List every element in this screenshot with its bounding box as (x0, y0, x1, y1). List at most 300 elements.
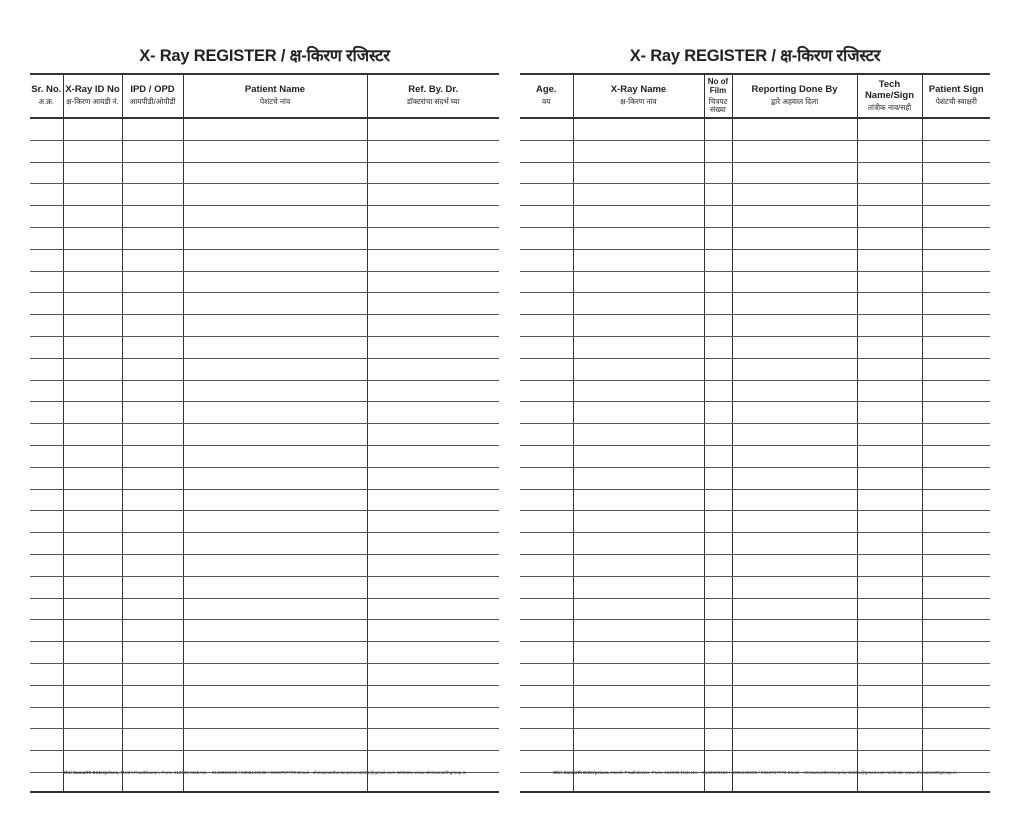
register-cell[interactable] (367, 315, 499, 337)
register-cell[interactable] (122, 380, 183, 402)
register-cell[interactable] (732, 772, 857, 792)
register-cell[interactable] (573, 598, 704, 620)
register-cell[interactable] (857, 554, 922, 576)
register-cell[interactable] (573, 184, 704, 206)
register-cell[interactable] (732, 271, 857, 293)
register-cell[interactable] (183, 402, 367, 424)
register-cell[interactable] (922, 533, 990, 555)
register-cell[interactable] (732, 576, 857, 598)
register-cell[interactable] (183, 315, 367, 337)
register-cell[interactable] (122, 118, 183, 140)
register-cell[interactable] (922, 271, 990, 293)
register-cell[interactable] (704, 642, 732, 664)
register-cell[interactable] (704, 511, 732, 533)
register-cell[interactable] (30, 620, 63, 642)
register-cell[interactable] (922, 358, 990, 380)
register-cell[interactable] (857, 140, 922, 162)
register-cell[interactable] (122, 467, 183, 489)
register-cell[interactable] (922, 642, 990, 664)
register-cell[interactable] (857, 184, 922, 206)
register-cell[interactable] (704, 358, 732, 380)
register-cell[interactable] (183, 227, 367, 249)
register-cell[interactable] (183, 707, 367, 729)
register-cell[interactable] (922, 118, 990, 140)
register-cell[interactable] (367, 424, 499, 446)
register-cell[interactable] (122, 227, 183, 249)
register-cell[interactable] (573, 140, 704, 162)
register-cell[interactable] (704, 140, 732, 162)
register-cell[interactable] (573, 663, 704, 685)
register-cell[interactable] (573, 576, 704, 598)
register-cell[interactable] (30, 576, 63, 598)
register-cell[interactable] (63, 554, 122, 576)
register-cell[interactable] (573, 162, 704, 184)
register-cell[interactable] (122, 554, 183, 576)
register-cell[interactable] (573, 707, 704, 729)
register-cell[interactable] (122, 249, 183, 271)
register-cell[interactable] (30, 380, 63, 402)
register-cell[interactable] (183, 140, 367, 162)
register-cell[interactable] (30, 184, 63, 206)
register-cell[interactable] (520, 118, 573, 140)
register-cell[interactable] (367, 467, 499, 489)
register-cell[interactable] (573, 445, 704, 467)
register-cell[interactable] (520, 184, 573, 206)
register-cell[interactable] (857, 380, 922, 402)
register-cell[interactable] (520, 772, 573, 792)
register-cell[interactable] (922, 445, 990, 467)
register-cell[interactable] (367, 707, 499, 729)
register-cell[interactable] (520, 162, 573, 184)
register-cell[interactable] (520, 293, 573, 315)
register-cell[interactable] (367, 249, 499, 271)
register-cell[interactable] (367, 293, 499, 315)
register-cell[interactable] (183, 598, 367, 620)
register-cell[interactable] (857, 249, 922, 271)
register-cell[interactable] (573, 293, 704, 315)
register-cell[interactable] (183, 772, 367, 792)
register-cell[interactable] (573, 467, 704, 489)
register-cell[interactable] (573, 336, 704, 358)
register-cell[interactable] (704, 118, 732, 140)
register-cell[interactable] (30, 772, 63, 792)
register-cell[interactable] (857, 685, 922, 707)
register-cell[interactable] (573, 402, 704, 424)
register-cell[interactable] (704, 293, 732, 315)
register-cell[interactable] (520, 227, 573, 249)
register-cell[interactable] (732, 642, 857, 664)
register-cell[interactable] (704, 489, 732, 511)
register-cell[interactable] (122, 271, 183, 293)
register-cell[interactable] (922, 227, 990, 249)
register-cell[interactable] (63, 598, 122, 620)
register-cell[interactable] (857, 663, 922, 685)
register-cell[interactable] (857, 642, 922, 664)
register-cell[interactable] (573, 380, 704, 402)
register-cell[interactable] (63, 249, 122, 271)
register-cell[interactable] (122, 206, 183, 228)
register-cell[interactable] (122, 162, 183, 184)
register-cell[interactable] (63, 620, 122, 642)
register-cell[interactable] (183, 445, 367, 467)
register-cell[interactable] (367, 227, 499, 249)
register-cell[interactable] (367, 685, 499, 707)
register-cell[interactable] (732, 206, 857, 228)
register-cell[interactable] (704, 554, 732, 576)
register-cell[interactable] (30, 249, 63, 271)
register-cell[interactable] (367, 184, 499, 206)
register-cell[interactable] (573, 206, 704, 228)
register-cell[interactable] (183, 380, 367, 402)
register-cell[interactable] (704, 249, 732, 271)
register-cell[interactable] (30, 685, 63, 707)
register-cell[interactable] (367, 533, 499, 555)
register-cell[interactable] (30, 140, 63, 162)
register-cell[interactable] (520, 576, 573, 598)
register-cell[interactable] (520, 663, 573, 685)
register-cell[interactable] (183, 685, 367, 707)
register-cell[interactable] (367, 402, 499, 424)
register-cell[interactable] (30, 533, 63, 555)
register-cell[interactable] (732, 336, 857, 358)
register-cell[interactable] (63, 729, 122, 751)
register-cell[interactable] (183, 467, 367, 489)
register-cell[interactable] (122, 663, 183, 685)
register-cell[interactable] (704, 707, 732, 729)
register-cell[interactable] (922, 140, 990, 162)
register-cell[interactable] (63, 206, 122, 228)
register-cell[interactable] (704, 663, 732, 685)
register-cell[interactable] (367, 729, 499, 751)
register-cell[interactable] (704, 336, 732, 358)
register-cell[interactable] (30, 642, 63, 664)
register-cell[interactable] (573, 489, 704, 511)
register-cell[interactable] (520, 598, 573, 620)
register-cell[interactable] (520, 336, 573, 358)
register-cell[interactable] (573, 729, 704, 751)
register-cell[interactable] (122, 424, 183, 446)
register-cell[interactable] (922, 380, 990, 402)
register-cell[interactable] (183, 162, 367, 184)
register-cell[interactable] (367, 489, 499, 511)
register-cell[interactable] (367, 576, 499, 598)
register-cell[interactable] (520, 642, 573, 664)
register-cell[interactable] (573, 249, 704, 271)
register-cell[interactable] (367, 118, 499, 140)
register-cell[interactable] (857, 402, 922, 424)
register-cell[interactable] (704, 271, 732, 293)
register-cell[interactable] (183, 620, 367, 642)
register-cell[interactable] (732, 249, 857, 271)
register-cell[interactable] (520, 533, 573, 555)
register-cell[interactable] (922, 489, 990, 511)
register-cell[interactable] (63, 663, 122, 685)
register-cell[interactable] (922, 620, 990, 642)
register-cell[interactable] (857, 206, 922, 228)
register-cell[interactable] (63, 380, 122, 402)
register-cell[interactable] (520, 467, 573, 489)
register-cell[interactable] (732, 293, 857, 315)
register-cell[interactable] (857, 293, 922, 315)
register-cell[interactable] (122, 685, 183, 707)
register-cell[interactable] (63, 271, 122, 293)
register-cell[interactable] (30, 118, 63, 140)
register-cell[interactable] (122, 184, 183, 206)
register-cell[interactable] (732, 554, 857, 576)
register-cell[interactable] (122, 315, 183, 337)
register-cell[interactable] (857, 162, 922, 184)
register-cell[interactable] (520, 445, 573, 467)
register-cell[interactable] (732, 533, 857, 555)
register-cell[interactable] (857, 358, 922, 380)
register-cell[interactable] (122, 576, 183, 598)
register-cell[interactable] (732, 358, 857, 380)
register-cell[interactable] (573, 315, 704, 337)
register-cell[interactable] (122, 533, 183, 555)
register-cell[interactable] (922, 162, 990, 184)
register-cell[interactable] (922, 467, 990, 489)
register-cell[interactable] (30, 729, 63, 751)
register-cell[interactable] (183, 336, 367, 358)
register-cell[interactable] (30, 467, 63, 489)
register-cell[interactable] (732, 663, 857, 685)
register-cell[interactable] (520, 707, 573, 729)
register-cell[interactable] (732, 729, 857, 751)
register-cell[interactable] (922, 293, 990, 315)
register-cell[interactable] (857, 489, 922, 511)
register-cell[interactable] (857, 424, 922, 446)
register-cell[interactable] (732, 162, 857, 184)
register-cell[interactable] (857, 576, 922, 598)
register-cell[interactable] (922, 424, 990, 446)
register-cell[interactable] (122, 620, 183, 642)
register-cell[interactable] (63, 358, 122, 380)
register-cell[interactable] (732, 380, 857, 402)
register-cell[interactable] (922, 707, 990, 729)
register-cell[interactable] (573, 685, 704, 707)
register-cell[interactable] (704, 380, 732, 402)
register-cell[interactable] (704, 162, 732, 184)
register-cell[interactable] (367, 140, 499, 162)
register-cell[interactable] (922, 249, 990, 271)
register-cell[interactable] (367, 511, 499, 533)
register-cell[interactable] (63, 402, 122, 424)
register-cell[interactable] (63, 336, 122, 358)
register-cell[interactable] (30, 598, 63, 620)
register-cell[interactable] (520, 511, 573, 533)
register-cell[interactable] (857, 620, 922, 642)
register-cell[interactable] (63, 533, 122, 555)
register-cell[interactable] (520, 620, 573, 642)
register-cell[interactable] (922, 772, 990, 792)
register-cell[interactable] (704, 598, 732, 620)
register-cell[interactable] (520, 249, 573, 271)
register-cell[interactable] (857, 118, 922, 140)
register-cell[interactable] (122, 445, 183, 467)
register-cell[interactable] (704, 467, 732, 489)
register-cell[interactable] (922, 206, 990, 228)
register-cell[interactable] (857, 467, 922, 489)
register-cell[interactable] (520, 206, 573, 228)
register-cell[interactable] (704, 729, 732, 751)
register-cell[interactable] (63, 227, 122, 249)
register-cell[interactable] (367, 162, 499, 184)
register-cell[interactable] (857, 729, 922, 751)
register-cell[interactable] (857, 227, 922, 249)
register-cell[interactable] (704, 772, 732, 792)
register-cell[interactable] (857, 772, 922, 792)
register-cell[interactable] (520, 402, 573, 424)
register-cell[interactable] (63, 511, 122, 533)
register-cell[interactable] (63, 489, 122, 511)
register-cell[interactable] (63, 707, 122, 729)
register-cell[interactable] (367, 554, 499, 576)
register-cell[interactable] (63, 467, 122, 489)
register-cell[interactable] (122, 358, 183, 380)
register-cell[interactable] (704, 206, 732, 228)
register-cell[interactable] (922, 315, 990, 337)
register-cell[interactable] (30, 489, 63, 511)
register-cell[interactable] (857, 445, 922, 467)
register-cell[interactable] (857, 271, 922, 293)
register-cell[interactable] (922, 598, 990, 620)
register-cell[interactable] (520, 358, 573, 380)
register-cell[interactable] (367, 271, 499, 293)
register-cell[interactable] (520, 729, 573, 751)
register-cell[interactable] (573, 271, 704, 293)
register-cell[interactable] (367, 206, 499, 228)
register-cell[interactable] (30, 511, 63, 533)
register-cell[interactable] (732, 227, 857, 249)
register-cell[interactable] (63, 118, 122, 140)
register-cell[interactable] (367, 620, 499, 642)
register-cell[interactable] (520, 424, 573, 446)
register-cell[interactable] (122, 402, 183, 424)
register-cell[interactable] (63, 685, 122, 707)
register-cell[interactable] (122, 511, 183, 533)
register-cell[interactable] (63, 424, 122, 446)
register-cell[interactable] (30, 293, 63, 315)
register-cell[interactable] (732, 620, 857, 642)
register-cell[interactable] (367, 598, 499, 620)
register-cell[interactable] (63, 315, 122, 337)
register-cell[interactable] (732, 489, 857, 511)
register-cell[interactable] (732, 707, 857, 729)
register-cell[interactable] (704, 685, 732, 707)
register-cell[interactable] (922, 729, 990, 751)
register-cell[interactable] (183, 663, 367, 685)
register-cell[interactable] (857, 707, 922, 729)
register-cell[interactable] (183, 642, 367, 664)
register-cell[interactable] (857, 315, 922, 337)
register-cell[interactable] (732, 598, 857, 620)
register-cell[interactable] (30, 315, 63, 337)
register-cell[interactable] (30, 336, 63, 358)
register-cell[interactable] (183, 576, 367, 598)
register-cell[interactable] (573, 118, 704, 140)
register-cell[interactable] (122, 642, 183, 664)
register-cell[interactable] (30, 707, 63, 729)
register-cell[interactable] (367, 380, 499, 402)
register-cell[interactable] (704, 620, 732, 642)
register-cell[interactable] (183, 271, 367, 293)
register-cell[interactable] (30, 402, 63, 424)
register-cell[interactable] (922, 576, 990, 598)
register-cell[interactable] (922, 554, 990, 576)
register-cell[interactable] (922, 511, 990, 533)
register-cell[interactable] (183, 511, 367, 533)
register-cell[interactable] (732, 511, 857, 533)
register-cell[interactable] (183, 729, 367, 751)
register-cell[interactable] (704, 533, 732, 555)
register-cell[interactable] (520, 685, 573, 707)
register-cell[interactable] (63, 162, 122, 184)
register-cell[interactable] (857, 598, 922, 620)
register-cell[interactable] (122, 598, 183, 620)
register-cell[interactable] (63, 293, 122, 315)
register-cell[interactable] (922, 184, 990, 206)
register-cell[interactable] (573, 772, 704, 792)
register-cell[interactable] (520, 380, 573, 402)
register-cell[interactable] (122, 140, 183, 162)
register-cell[interactable] (704, 445, 732, 467)
register-cell[interactable] (732, 445, 857, 467)
register-cell[interactable] (367, 358, 499, 380)
register-cell[interactable] (63, 184, 122, 206)
register-cell[interactable] (573, 533, 704, 555)
register-cell[interactable] (704, 184, 732, 206)
register-cell[interactable] (704, 227, 732, 249)
register-cell[interactable] (922, 663, 990, 685)
register-cell[interactable] (704, 576, 732, 598)
register-cell[interactable] (30, 227, 63, 249)
register-cell[interactable] (63, 576, 122, 598)
register-cell[interactable] (520, 315, 573, 337)
register-cell[interactable] (732, 685, 857, 707)
register-cell[interactable] (573, 554, 704, 576)
register-cell[interactable] (122, 293, 183, 315)
register-cell[interactable] (857, 511, 922, 533)
register-cell[interactable] (183, 118, 367, 140)
register-cell[interactable] (63, 140, 122, 162)
register-cell[interactable] (573, 642, 704, 664)
register-cell[interactable] (732, 184, 857, 206)
register-cell[interactable] (122, 729, 183, 751)
register-cell[interactable] (520, 271, 573, 293)
register-cell[interactable] (183, 184, 367, 206)
register-cell[interactable] (183, 424, 367, 446)
register-cell[interactable] (922, 402, 990, 424)
register-cell[interactable] (30, 271, 63, 293)
register-cell[interactable] (183, 358, 367, 380)
register-cell[interactable] (63, 772, 122, 792)
register-cell[interactable] (520, 554, 573, 576)
register-cell[interactable] (183, 293, 367, 315)
register-cell[interactable] (30, 663, 63, 685)
register-cell[interactable] (367, 772, 499, 792)
register-cell[interactable] (122, 707, 183, 729)
register-cell[interactable] (122, 336, 183, 358)
register-cell[interactable] (922, 336, 990, 358)
register-cell[interactable] (183, 206, 367, 228)
register-cell[interactable] (857, 533, 922, 555)
register-cell[interactable] (732, 118, 857, 140)
register-cell[interactable] (520, 140, 573, 162)
register-cell[interactable] (520, 489, 573, 511)
register-cell[interactable] (30, 554, 63, 576)
register-cell[interactable] (732, 467, 857, 489)
register-cell[interactable] (367, 642, 499, 664)
